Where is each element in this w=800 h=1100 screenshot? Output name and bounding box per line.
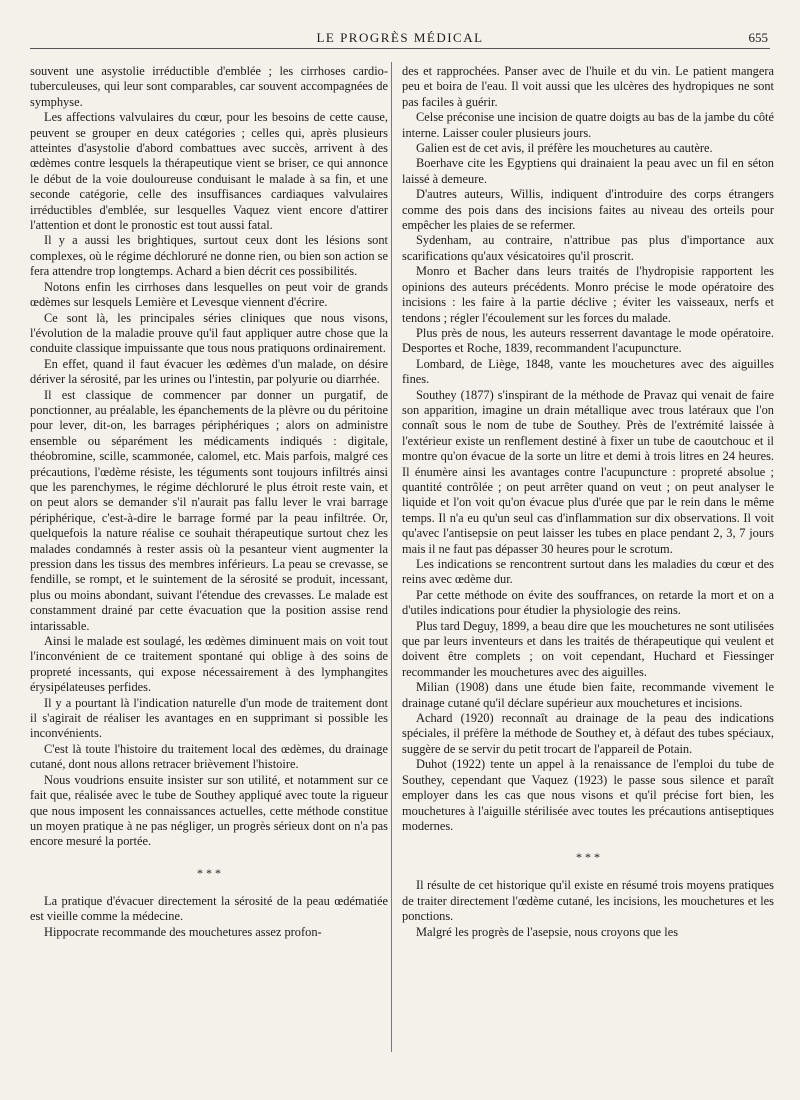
paragraph: souvent une asystolie irréductible d'emblée ; les cirrhoses cardio-tuberculeuses, qui leur sont comparables, car souvent accompagnées de symphyse.: [30, 64, 388, 109]
right-column: [402, 64, 774, 940]
paragraph: En effet, quand il faut évacuer les œdèmes d'un malade, on désire dériver la sérosité, par les urines ou l'intestin, par polyurie ou diarrhée.: [30, 356, 388, 387]
paragraph: Ainsi le malade est soulagé, les œdèmes diminuent mais on voit tout l'inconvénient de ce traitement spontané qui oblige à des soins de propreté incessants, qui expose nécessairement à des lymphangites érysipélateuses perfides.: [30, 634, 388, 695]
section-separator-stars: * * *: [197, 865, 221, 880]
paragraph: Celse préconise une incision de quatre doigts au bas de la jambe du côté interne. Laisser couler plusieurs jours.: [402, 110, 774, 140]
journal-title: LE PROGRÈS MÉDICAL: [316, 30, 484, 45]
paragraph: Galien est de cet avis, il préfère les mouchetures au cautère.: [416, 141, 713, 156]
page-number: 655: [748, 30, 768, 45]
paragraph: La pratique d'évacuer directement la sérosité de la peau œdématiée est vieille comme la médecine.: [30, 893, 388, 924]
paragraph: Sydenham, au contraire, n'attribue pas plus d'importance aux scarifications qu'aux vésicatoires qu'il proscrit.: [402, 233, 774, 263]
paragraph: des et rapprochées. Panser avec de l'huile et du vin. Le patient mangera peu et boira de l'eau. Il voit aussi que les ulcères des hydropiques ne sont pas faciles à guérir.: [402, 64, 774, 109]
paragraph: Il y a pourtant là l'indication naturelle d'un mode de traitement dont il s'agirait de réaliser les avantages en en supprimant si possible les inconvénients.: [30, 695, 388, 741]
paragraph: Lombard, de Liège, 1848, vante les mouchetures avec des aiguilles fines.: [402, 356, 774, 387]
running-header: [30, 28, 770, 49]
paragraph: Ce sont là, les principales séries cliniques que nous visons, l'évolution de la maladie prouve qu'il faut appliquer autre chose que la conduite classique impuissante que tous nous pratiquons ordinairement.: [30, 310, 388, 356]
paragraph: Les affections valvulaires du cœur, pour les besoins de cette cause, peuvent se grouper en deux catégories ; celles qui, après plusieurs atteintes d'asystolie d'abord combattues avec succès, arrivent à des œdèmes contre lesquels la thérapeutique vient se briser, ce qui annonce le début de la voie douloureuse conduisant le malade à sa fin, et une seconde catégorie, celle des insuffisances cardiaques valvulaires irréductibles d'emblée, sur lesquelles Vaquez vient encore d'attirer l'attention et dont le pronostic est tout aussi fatal.: [30, 110, 388, 233]
paragraph: Notons enfin les cirrhoses dans lesquelles on peut voir de grands œdèmes sur lesquels Lemière et Levesque viennent d'écrire.: [30, 279, 388, 310]
paragraph: Par cette méthode on évite des souffrances, on retarde la mort et on a d'utiles indications pour étudier la physiologie des reins.: [402, 587, 774, 618]
paragraph: Malgré les progrès de l'asepsie, nous croyons que les: [416, 924, 679, 939]
paragraph: D'autres auteurs, Willis, indiquent d'introduire des corps étrangers comme des pois dans des incisions faites au niveau des orteils pour empêcher les plaies de se refermer.: [402, 187, 774, 233]
paragraph: Boerhave cite les Egyptiens qui drainaient la peau avec un fil en séton laissé à demeure.: [402, 156, 774, 186]
paragraph: Milian (1908) dans une étude bien faite, recommande vivement le drainage cutané qu'il déclare supérieur aux mouchetures et incisions.: [402, 680, 774, 710]
paragraph: Plus près de nous, les auteurs resserrent davantage le mode opératoire. Desportes et Roche, 1839, recommandent l'acupuncture.: [402, 325, 774, 356]
column-divider: [391, 62, 392, 1052]
paragraph: Duhot (1922) tente un appel à la renaissance de l'emploi du tube de Southey, cependant que Vaquez (1923) le passe sous silence et paraît employer dans les cas que nous visons et qu'il précise fort bien, les mouchetures à l'aiguille stérilisée avec toutes les précautions antiseptiques modernes.: [402, 757, 774, 833]
paragraph: Il résulte de cet historique qu'il existe en résumé trois moyens pratiques de traiter directement l'œdème cutané, les incisions, les mouchetures et les ponctions.: [402, 878, 774, 924]
left-column: [30, 64, 388, 940]
paragraph: C'est là toute l'histoire du traitement local des œdèmes, du drainage cutané, dont nous allons retracer brièvement l'histoire.: [30, 741, 388, 772]
paragraph: Il y a aussi les brightiques, surtout ceux dont les lésions sont complexes, où le régime déchloruré ne donne rien, ou bien son action se fera attendre trop longtemps. Achard a bien décrit ces possibilités.: [30, 233, 388, 279]
paragraph: Il est classique de commencer par donner un purgatif, de ponctionner, au préalable, les épanchements de la plèvre ou du péritoine pour lever, dit-on, les barrages périphériques ; alors on administre ensemble ou séparément les médicaments indiqués : digitale, théobromine, scille, scammonée, calomel, etc. Mais parfois, malgré ces précautions, l'œdème résiste, les téguments sont toujours infiltrés ainsi que les parenchymes, le régime déchloruré le plus étroit reste vain, et on peut alors se demander s'il n'aurait pas fallu lever le vrai barrage périphérique, c'est-à-dire le barrage formé par la peau infiltrée. Or, quelquefois la nature réalise ce souhait thérapeutique surtout chez les malades condamnés à rester assis où la pesanteur vient augmenter la pression dans les tissus des membres inférieurs. La peau se crevasse, se fendille, se rompt, et le suintement de la sérosité se produit, incessant, plus ou moins abondant, suivant l'étendue des crevasses. Le malade est constamment drainé par cette évacuation que la position assise rend intarissable.: [30, 387, 388, 633]
paragraph: Monro et Bacher dans leurs traités de l'hydropisie rapportent les opinions des auteurs précédents. Monro précise le mode opératoire des incisions : les faire à la partie déclive ; éviter les vaisseaux, nerfs et tendons ; régler l'écoulement sur les forces du malade.: [402, 264, 774, 325]
paragraph: Hippocrate recommande des mouchetures assez profon-: [44, 924, 322, 939]
paragraph: Southey (1877) s'inspirant de la méthode de Pravaz qui venait de faire son apparition, imagine un drain métallique avec trous latéraux que l'on connaît sous le nom de tube de Southey. Près de l'extrémité laissée à l'extérieur existe un renflement destiné à fixer un tube de caoutchouc et il montre qu'on évacue de la sorte un litre et demi à trois litres en 24 heures. Il énumère ainsi les avantages contre l'acupuncture : propreté absolue ; quantité contrôlée ; on peut arrêter quand on veut ; on peut analyser le liquide et l'on voit qu'on évacue plus d'urée que par le rein dans le même temps. Il n'a eu qu'un seul cas d'inflammation sur dix observations. Il voit qu'avec l'antisepsie on peut laisser les tubes en place pendant 2, 3, 7 jours mais il ne faut pas dépasser 30 heures pour le scrotum.: [402, 387, 774, 556]
paragraph: Plus tard Deguy, 1899, a beau dire que les mouchetures ne sont utilisées que par leurs inventeurs et dans les traités de thérapeutique qui veulent et doivent être complets ; on voit cependant, Huchard et Fiessinger recommander les mouchetures avec des aiguilles.: [402, 618, 774, 679]
section-separator-stars: * * *: [576, 850, 600, 865]
paragraph: Les indications se rencontrent surtout dans les maladies du cœur et des reins avec œdème dur.: [402, 557, 774, 587]
paragraph: Nous voudrions ensuite insister sur son utilité, et notamment sur ce fait que, réalisée avec le tube de Southey appliqué avec toute la rigueur que nous imposent les connaissances actuelles, cette méthode constitue un moyen pratique à ne pas négliger, un progrès sérieux dont on n'a pas encore mesuré la portée.: [30, 772, 388, 849]
paragraph: Achard (1920) reconnaît au drainage de la peau des indications spéciales, il préfère la méthode de Southey et, à défaut des tubes spéciaux, suggère de se servir du petit trocart de l'appareil de Potain.: [402, 711, 774, 756]
